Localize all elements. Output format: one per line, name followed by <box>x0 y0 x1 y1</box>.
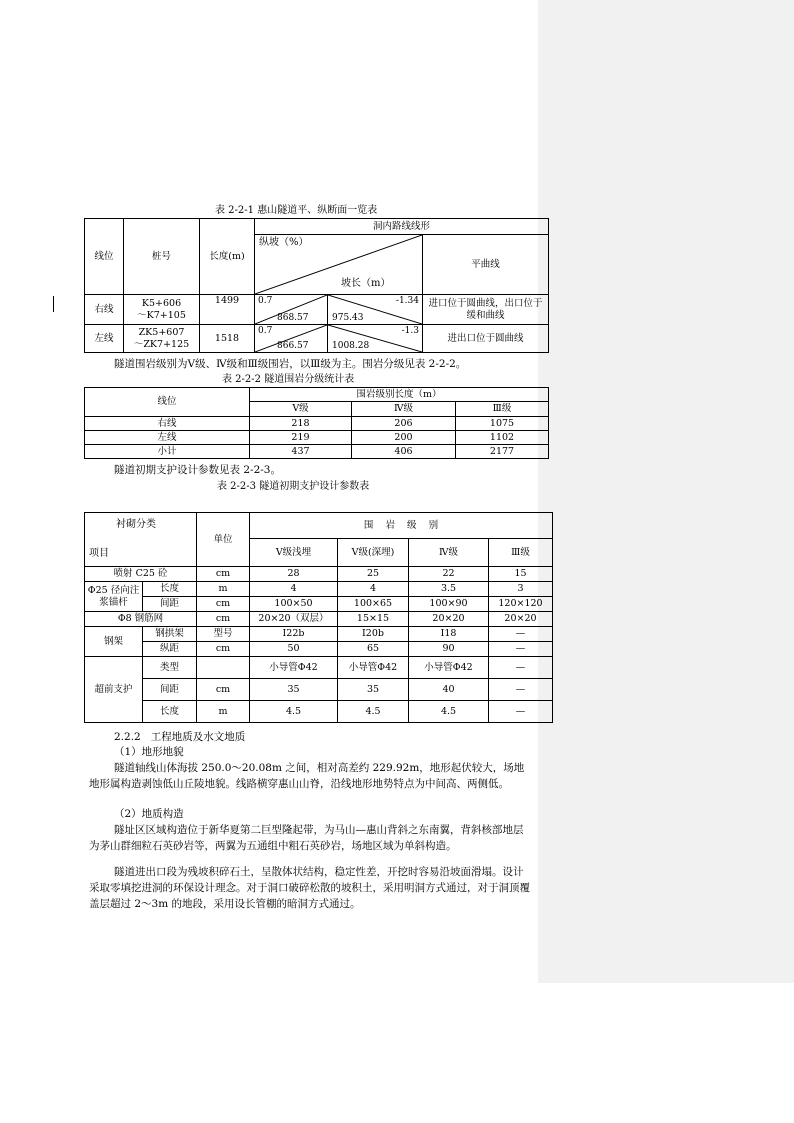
table3-shotcrete-g2: 25 <box>338 567 409 582</box>
table3-header-g4: Ⅲ级 <box>489 539 553 567</box>
table1-row1-chainage-start: K5+606 <box>141 297 182 309</box>
table3-advance-length-g1: 4.5 <box>250 701 338 723</box>
table2-row3-iv: 406 <box>352 445 456 459</box>
table1-row2-chainage <box>124 325 200 353</box>
table3-header-g3: Ⅳ级 <box>409 539 489 567</box>
table3-steel-model-g1: I22b <box>250 627 338 642</box>
table1-row1-length1: 868.57 <box>277 313 309 323</box>
table1-row1-chainage <box>124 295 200 325</box>
text-cursor <box>53 296 54 312</box>
table3-shotcrete-label: 喷射 C25 砼 <box>85 567 197 582</box>
table3-advance-spacing-g1: 35 <box>250 679 338 701</box>
table3-steel-spacing-label: 纵距 <box>143 642 197 657</box>
table2-row3-v: 437 <box>250 445 352 459</box>
table1-row1-length: 1499 <box>200 295 255 325</box>
table3-advance-type-label: 类型 <box>143 657 197 679</box>
table3-bolt-spacing-g3: 100×90 <box>409 597 489 612</box>
table1-row2-length: 1518 <box>200 325 255 353</box>
table1-row1-line: 右线 <box>85 295 124 325</box>
table1-row1-slope1: 0.7 <box>258 296 273 306</box>
table3-bolt-length-g2: 4 <box>338 582 409 597</box>
table1-row2-slope2-cell <box>328 325 423 353</box>
table3-bolt-label: Φ25 径向注浆锚杆 <box>85 582 143 612</box>
table3-advance-label: 超前支护 <box>85 657 143 723</box>
table2-row3-iii: 2177 <box>456 445 549 459</box>
table1-header-line: 线位 <box>85 219 124 295</box>
subheading-terrain: （1）地形地貌 <box>114 746 184 758</box>
table3-advance-type-g1: 小导管Φ42 <box>250 657 338 679</box>
table3-mesh-g3: 20×20 <box>409 612 489 627</box>
table1-header-slope-cell <box>255 235 423 295</box>
table3-advance-type-g3: 小导管Φ42 <box>409 657 489 679</box>
table1-header-alignment: 洞内路线线形 <box>255 219 549 235</box>
table1-row1-slope1-cell <box>255 295 328 325</box>
table2-row1-name: 右线 <box>85 417 250 431</box>
table2-header-line: 线位 <box>85 388 250 417</box>
table3-header-item: 项目 <box>89 548 109 559</box>
table3-header-grade: 围 岩 级 别 <box>250 513 553 539</box>
table3-header-lining: 衬砌分类 <box>116 519 156 530</box>
table3-advance-spacing-g4: — <box>489 679 553 701</box>
table1-row2-length1: 866.57 <box>277 341 309 351</box>
table1-row2-curve: 进出口位于圆曲线 <box>423 325 549 353</box>
table3-mesh-label: Φ8 钢筋网 <box>85 612 197 627</box>
table3-mesh-g2: 15×15 <box>338 612 409 627</box>
table1-row2-chainage-end: ～ZK7+125 <box>133 338 190 350</box>
table3-bolt-length-g1: 4 <box>250 582 338 597</box>
table3-shotcrete-g4: 15 <box>489 567 553 582</box>
table1-row2-length2: 1008.28 <box>332 341 370 351</box>
table3-steel-model-g3: I18 <box>409 627 489 642</box>
comment-sidebar <box>538 0 794 983</box>
paragraph-portal: 隧道进出口段为残坡积碎石土，呈散体状结构，稳定性差，开挖时容易沿坡面滑塌。设计采取零填挖进洞的环保设计理念。对于洞口破碎松散的坡积土，采用明洞方式通过，对于洞顶覆盖层超过 2～3m 的地段，采用设长管棚的暗洞方式通过。 <box>89 866 530 910</box>
table2-row1-iv: 206 <box>352 417 456 431</box>
table3-advance-spacing-label: 间距 <box>143 679 197 701</box>
table2-row2-v: 219 <box>250 431 352 445</box>
table3-bolt-spacing-g2: 100×65 <box>338 597 409 612</box>
table1-row2-slope1: 0.7 <box>258 326 273 336</box>
table3-shotcrete-g3: 22 <box>409 567 489 582</box>
table1-header-slope: 纵坡（%） <box>259 237 309 248</box>
table3-advance-type-g4: — <box>489 657 553 679</box>
table3-advance-spacing-g2: 35 <box>338 679 409 701</box>
subheading-geology: （2）地质构造 <box>114 808 184 820</box>
table2-header-grade-v: Ⅴ级 <box>250 402 352 417</box>
table3-bolt-spacing-label: 间距 <box>143 597 197 612</box>
table1-caption: 表 2-2-1 惠山隧道平、纵断面一览表 <box>215 205 378 216</box>
table2-row1-v: 218 <box>250 417 352 431</box>
table2-header-grade-iv: Ⅳ级 <box>352 402 456 417</box>
table3-mesh-g1: 20×20（双层） <box>250 612 338 627</box>
table3-steel-spacing-unit: cm <box>197 642 250 657</box>
table3-header-unit: 单位 <box>197 513 250 567</box>
table3-bolt-spacing-unit: cm <box>197 597 250 612</box>
table3-mesh-g4: 20×20 <box>489 612 553 627</box>
table3-header-g2: Ⅴ级(深埋) <box>338 539 409 567</box>
table1-row1-curve: 进口位于圆曲线，出口位于缓和曲线 <box>423 295 549 325</box>
table3-mesh-unit: cm <box>197 612 250 627</box>
table3-steel-model-label: 型号 <box>197 627 250 642</box>
table3-steel-spacing-g2: 65 <box>338 642 409 657</box>
table3-bolt-spacing-g4: 120×120 <box>489 597 553 612</box>
table2-header-grade-iii: Ⅲ级 <box>456 402 549 417</box>
table1 <box>84 218 549 353</box>
table3-steel-model-g4: — <box>489 627 553 642</box>
table1-header-length: 长度(m) <box>200 219 255 295</box>
table1-row2-line: 左线 <box>85 325 124 353</box>
table3-shotcrete-unit: cm <box>197 567 250 582</box>
table3 <box>84 512 553 723</box>
paragraph-terrain: 隧道轴线山体海拔 250.0～20.08m 之间，相对高差约 229.92m，地形起伏较大，场地地形属构造剥蚀低山丘陵地貌。线路横穿惠山山脊，沿线地形地势特点为中间高、两侧低。 <box>89 762 525 790</box>
table1-row2-slope1-cell <box>255 325 328 353</box>
table1-row1-chainage-end: ～K7+105 <box>137 309 186 321</box>
table2-caption: 表 2-2-2 隧道围岩分级统计表 <box>222 374 355 385</box>
table2-row2-name: 左线 <box>85 431 250 445</box>
paragraph-geology: 隧址区区域构造位于新华夏第二巨型隆起带，为马山—惠山背斜之东南翼，背斜核部地层为茅山群细粒石英砂岩等，两翼为五通组中粗石英砂岩，场地区域为单斜构造。 <box>89 824 524 852</box>
table3-caption: 表 2-2-3 隧道初期支护设计参数表 <box>217 481 370 492</box>
table2 <box>84 387 549 459</box>
section-heading: 2.2.2 工程地质及水文地质 <box>114 731 246 743</box>
table3-bolt-length-label: 长度 <box>143 582 197 597</box>
paragraph-rock-grade: 隧道围岩级别为Ⅴ级、Ⅳ级和Ⅲ级围岩，以Ⅲ级为主。围岩分级见表 2-2-2。 <box>114 358 467 370</box>
table3-steel-label: 钢架 <box>85 627 143 657</box>
table1-row1-slope2: -1.34 <box>395 296 419 306</box>
table2-row2-iv: 200 <box>352 431 456 445</box>
table2-row3-name: 小计 <box>85 445 250 459</box>
table3-advance-spacing-g3: 40 <box>409 679 489 701</box>
table3-advance-spacing-unit: cm <box>197 679 250 701</box>
table1-header-curve: 平曲线 <box>423 235 549 295</box>
table1-header-slope-length: 坡长（m） <box>341 278 391 289</box>
table3-advance-length-unit: m <box>197 701 250 723</box>
table3-bolt-spacing-g1: 100×50 <box>250 597 338 612</box>
table3-bolt-length-g3: 3.5 <box>409 582 489 597</box>
table3-bolt-length-g4: 3 <box>489 582 553 597</box>
table3-advance-length-g2: 4.5 <box>338 701 409 723</box>
table3-header-lining-item <box>85 513 197 567</box>
table2-row1-iii: 1075 <box>456 417 549 431</box>
table3-steel-spacing-g3: 90 <box>409 642 489 657</box>
paragraph-support-ref: 隧道初期支护设计参数见表 2-2-3。 <box>114 464 281 476</box>
table1-row2-slope2: -1.3 <box>401 326 419 336</box>
table3-bolt-length-unit: m <box>197 582 250 597</box>
table2-row2-iii: 1102 <box>456 431 549 445</box>
table3-steel-sub: 钢拱架 <box>143 627 197 642</box>
table3-header-g1: Ⅴ级浅埋 <box>250 539 338 567</box>
table3-advance-length-g3: 4.5 <box>409 701 489 723</box>
table3-steel-spacing-g4: — <box>489 642 553 657</box>
table3-steel-model-g2: I20b <box>338 627 409 642</box>
table3-advance-length-g4: — <box>489 701 553 723</box>
table3-advance-type-unit <box>197 657 250 679</box>
table3-steel-spacing-g1: 50 <box>250 642 338 657</box>
table2-header-group: 围岩级别长度（m） <box>250 388 549 402</box>
table3-advance-length-label: 长度 <box>143 701 197 723</box>
table1-row2-chainage-start: ZK5+607 <box>138 326 185 338</box>
table3-shotcrete-g1: 28 <box>250 567 338 582</box>
table1-row1-length2: 975.43 <box>332 313 364 323</box>
table1-row1-slope2-cell <box>328 295 423 325</box>
table1-header-chainage: 桩号 <box>124 219 200 295</box>
table3-advance-type-g2: 小导管Φ42 <box>338 657 409 679</box>
